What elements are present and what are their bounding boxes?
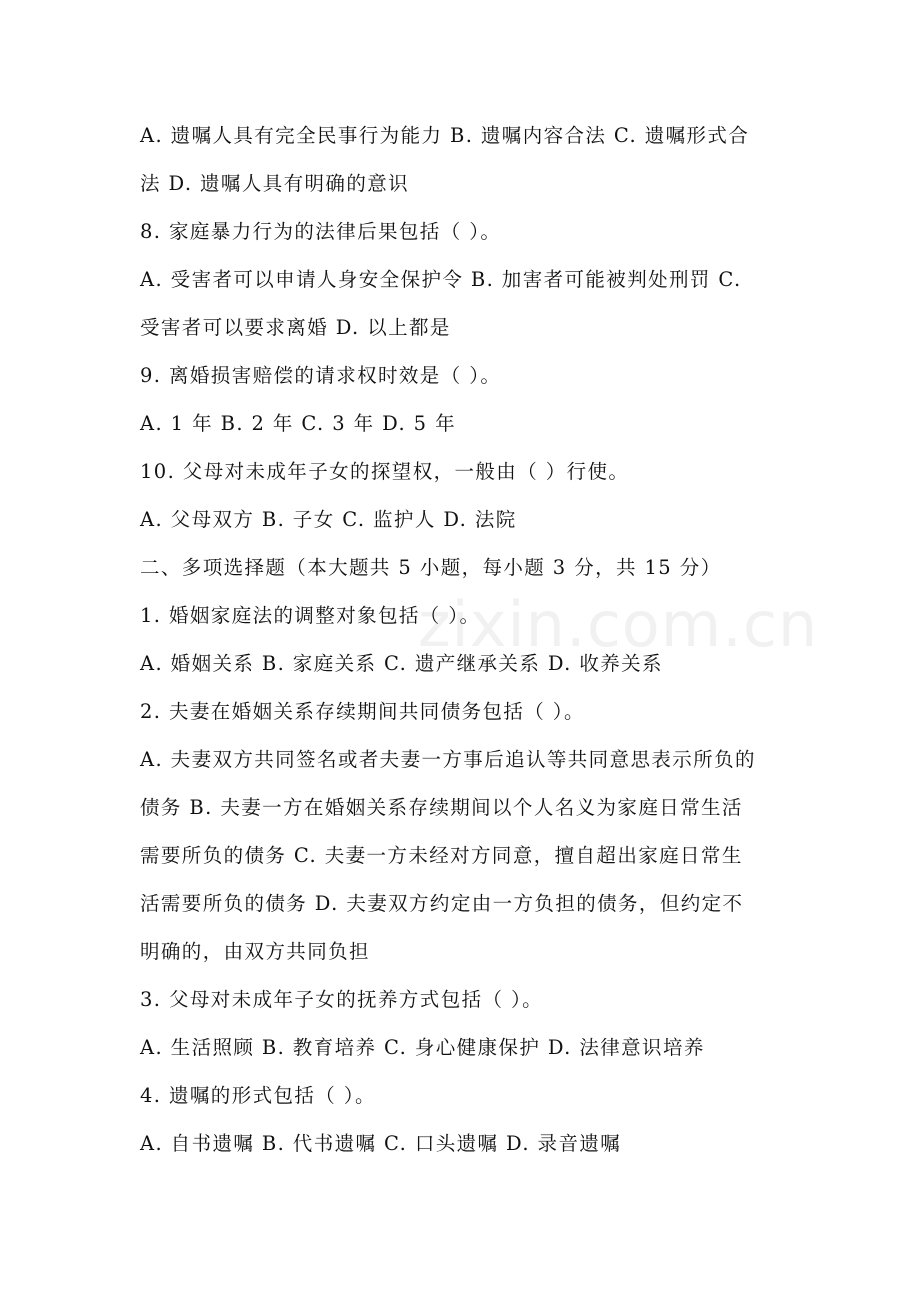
- question-line: 3. 父母对未成年子女的抚养方式包括（ ）。: [140, 988, 544, 1011]
- answer-options-line: 受害者可以要求离婚 D. 以上都是: [140, 316, 451, 339]
- question-line: 8. 家庭暴力行为的法律后果包括（ ）。: [140, 220, 502, 243]
- document-body: [140, 112, 780, 1168]
- question-line: 10. 父母对未成年子女的探望权，一般由（ ）行使。: [140, 460, 630, 483]
- answer-options-line: 债务 B. 夫妻一方在婚姻关系存续期间以个人名义为家庭日常生活: [140, 796, 743, 819]
- question-line: 1. 婚姻家庭法的调整对象包括（ ）。: [140, 604, 481, 627]
- answer-options-line: A. 夫妻双方共同签名或者夫妻一方事后追认等共同意思表示所负的: [140, 748, 756, 771]
- answer-options-line: 需要所负的债务 C. 夫妻一方未经对方同意，擅自超出家庭日常生: [140, 844, 743, 867]
- answer-options-line: A. 生活照顾 B. 教育培养 C. 身心健康保护 D. 法律意识培养: [140, 1036, 705, 1059]
- answer-options-line: A. 1 年 B. 2 年 C. 3 年 D. 5 年: [140, 412, 456, 435]
- question-line: 4. 遗嘱的形式包括（ ）。: [140, 1084, 376, 1107]
- answer-options-line: 明确的，由双方共同负担: [140, 940, 370, 963]
- question-line: 2. 夫妻在婚姻关系存续期间共同债务包括（ ）。: [140, 700, 585, 723]
- watermark: zixin.com.cn: [418, 588, 819, 661]
- answer-options-line: A. 自书遗嘱 B. 代书遗嘱 C. 口头遗嘱 D. 录音遗嘱: [140, 1132, 622, 1155]
- answer-options-line: 活需要所负的债务 D. 夫妻双方约定由一方负担的债务，但约定不: [140, 892, 744, 915]
- answer-options-line: A. 婚姻关系 B. 家庭关系 C. 遗产继承关系 D. 收养关系: [140, 652, 663, 675]
- question-line: 9. 离婚损害赔偿的请求权时效是（ ）。: [140, 364, 502, 387]
- section-heading: 二、多项选择题（本大题共 5 小题，每小题 3 分，共 15 分）: [140, 556, 722, 579]
- answer-options-line: 法 D. 遗嘱人具有明确的意识: [140, 172, 410, 195]
- answer-options-line: A. 遗嘱人具有完全民事行为能力 B. 遗嘱内容合法 C. 遗嘱形式合: [140, 124, 750, 147]
- answer-options-line: A. 父母双方 B. 子女 C. 监护人 D. 法院: [140, 508, 517, 531]
- answer-options-line: A. 受害者可以申请人身安全保护令 B. 加害者可能被判处刑罚 C.: [140, 268, 742, 291]
